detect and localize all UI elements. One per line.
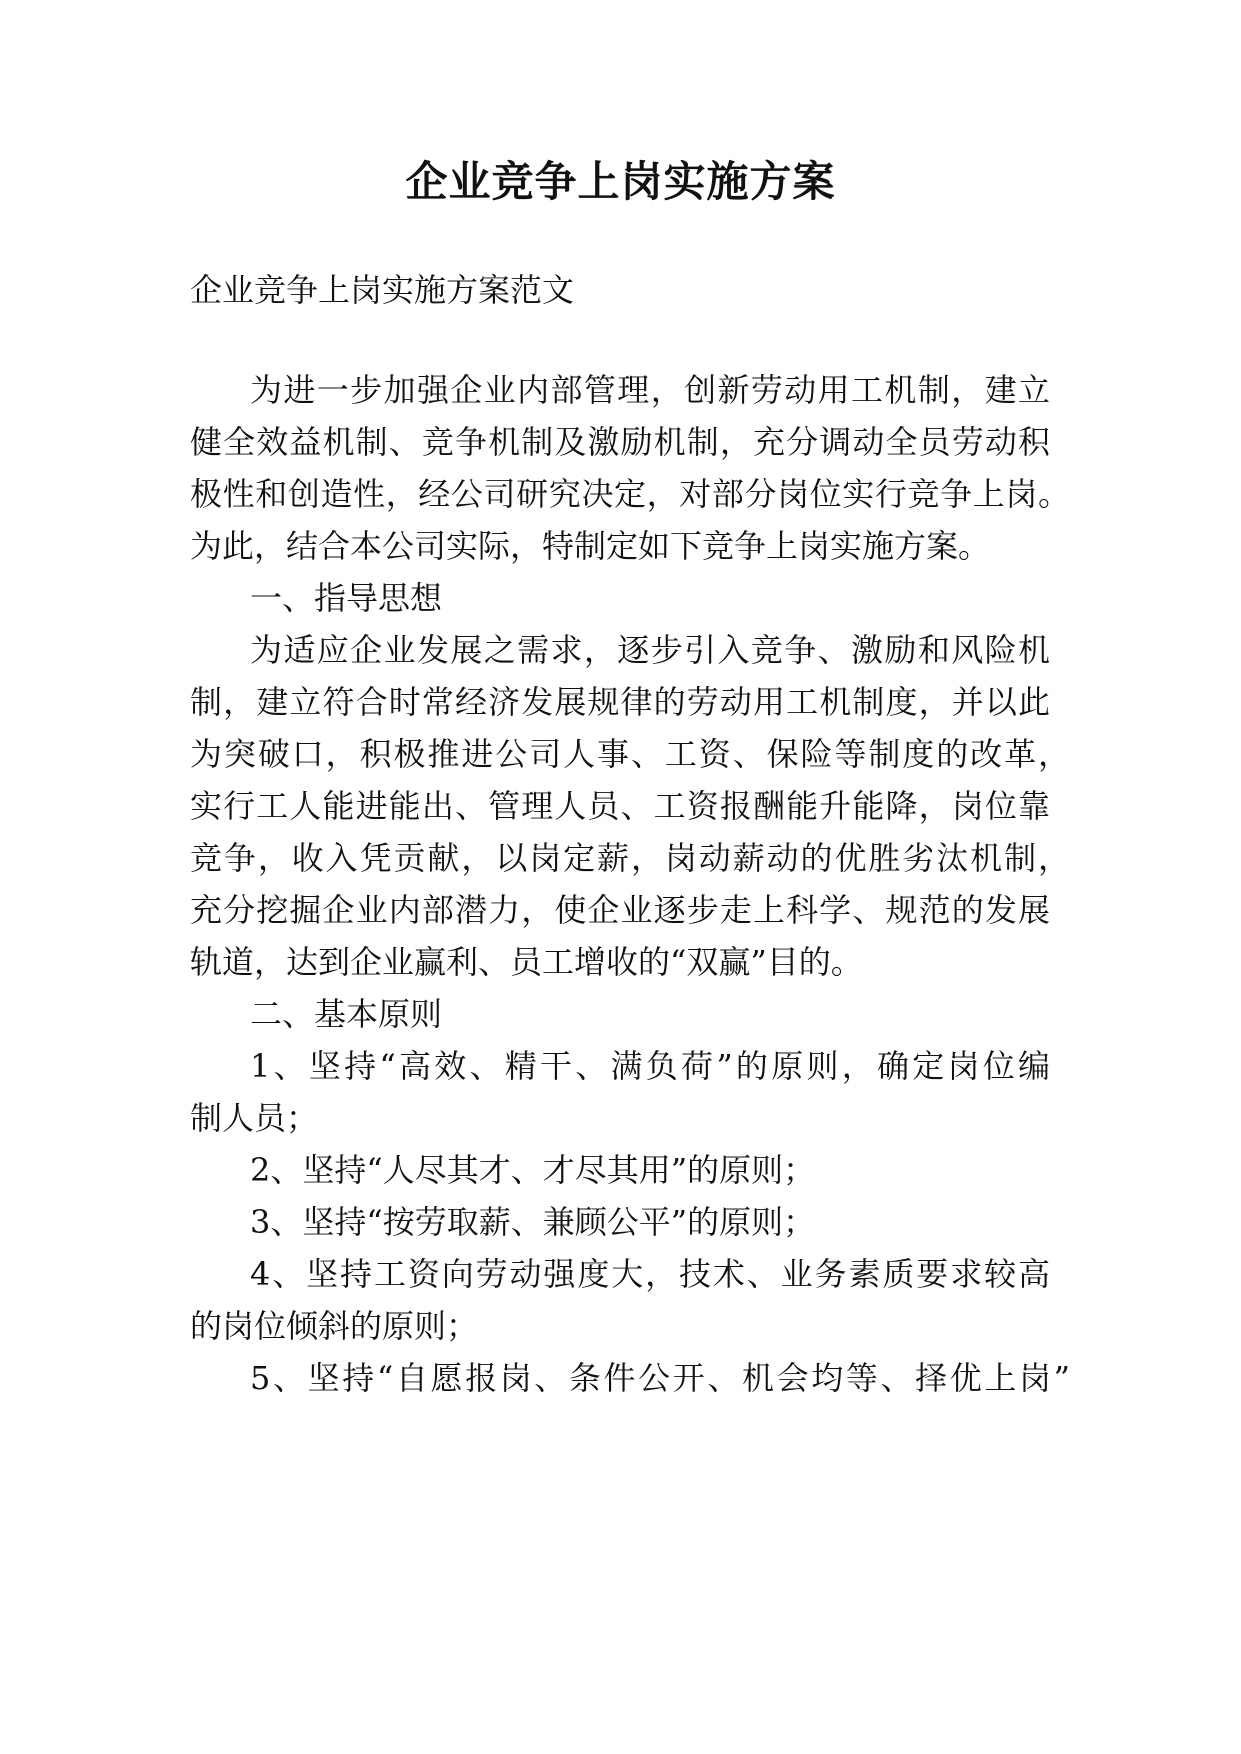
list-item-continuation: 制人员； bbox=[190, 1099, 319, 1137]
paragraph-line: 轨道，达到企业赢利、员工增收的“双赢”目的。 bbox=[190, 943, 863, 981]
paragraph-line: 为此，结合本公司实际，特制定如下竞争上岗实施方案。 bbox=[190, 527, 991, 565]
paragraph-line: 充分挖掘企业内部潜力，使企业逐步走上科学、规范的发展 bbox=[190, 891, 1050, 929]
list-item: 3、坚持“按劳取薪、兼顾公平”的原则； bbox=[250, 1203, 816, 1241]
paragraph-line: 为突破口，积极推进公司人事、工资、保险等制度的改革， bbox=[190, 735, 1070, 773]
list-item: 1、坚持“高效、精干、满负荷”的原则，确定岗位编 bbox=[250, 1047, 1050, 1085]
paragraph-line: 实行工人能进能出、管理人员、工资报酬能升能降，岗位靠 bbox=[190, 787, 1050, 825]
paragraph-line: 健全效益机制、竞争机制及激励机制，充分调动全员劳动积 bbox=[190, 423, 1050, 461]
paragraph-line: 制，建立符合时常经济发展规律的劳动用工机制度，并以此 bbox=[190, 683, 1050, 721]
section-heading: 一、指导思想 bbox=[250, 579, 443, 617]
paragraph-line: 为进一步加强企业内部管理，创新劳动用工机制，建立 bbox=[250, 371, 1050, 409]
list-item: 4、坚持工资向劳动强度大，技术、业务素质要求较高 bbox=[250, 1255, 1050, 1293]
document-subtitle: 企业竞争上岗实施方案范文 bbox=[190, 271, 575, 309]
paragraph-line: 为适应企业发展之需求，逐步引入竞争、激励和风险机 bbox=[250, 631, 1050, 669]
list-item: 5、坚持“自愿报岗、条件公开、机会均等、择优上岗” bbox=[250, 1359, 1070, 1397]
section-heading: 二、基本原则 bbox=[250, 995, 443, 1033]
document-title: 企业竞争上岗实施方案 bbox=[405, 157, 836, 206]
paragraph-line: 极性和创造性，经公司研究决定，对部分岗位实行竞争上岗。 bbox=[190, 475, 1070, 513]
paragraph-line: 竞争，收入凭贡献，以岗定薪，岗动薪动的优胜劣汰机制， bbox=[190, 839, 1070, 877]
list-item-continuation: 的岗位倾斜的原则； bbox=[190, 1307, 479, 1345]
list-item: 2、坚持“人尽其才、才尽其用”的原则； bbox=[250, 1151, 816, 1189]
